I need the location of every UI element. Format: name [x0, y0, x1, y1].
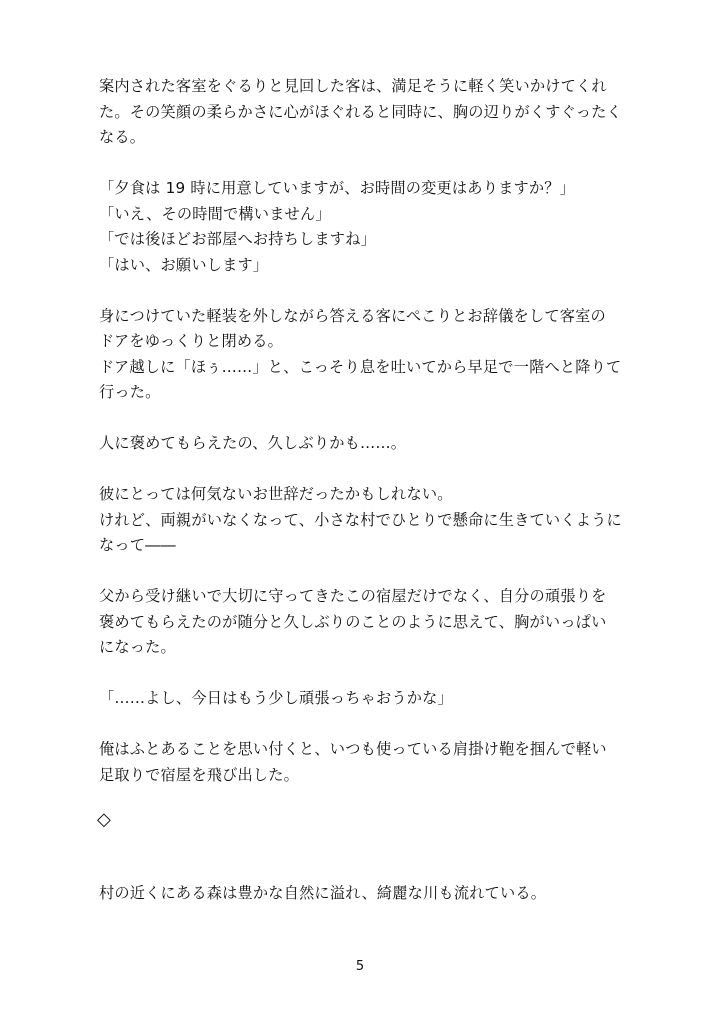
blank-line: [99, 406, 629, 432]
text-line: 彼にとっては何気ないお世辞だったかもしれない。: [99, 485, 453, 503]
blank-line: [99, 661, 629, 687]
text-line: 足取りで宿屋を飛び出した。: [99, 765, 300, 784]
dialogue-line: 「夕食は 19 時に用意していますが、お時間の変更はありますか？」: [99, 179, 576, 197]
text-line: なる。: [99, 128, 146, 146]
text-line: けれど、両親がいなくなって、小さな村でひとりで懸命に生きていくように: [99, 510, 622, 529]
blank-line: [99, 559, 629, 585]
body-text: [99, 74, 629, 788]
blank-line: [99, 712, 629, 738]
page-number: 5: [355, 959, 365, 974]
dialogue-line: 「いえ、その時間で構いません」: [99, 204, 331, 223]
text-line: 褒めてもらえたのが随分と久しぶりのことのように思えて、胸がいっぱい: [99, 612, 607, 631]
text-line: 人に褒めてもらえたの、久しぶりかも……。: [99, 434, 407, 452]
text-line: なって――: [99, 536, 176, 554]
section-break-mark: ◇: [97, 809, 111, 830]
dialogue-line: 「では後ほどお部屋へお持ちしますね」: [99, 230, 376, 248]
text-line: になった。: [99, 638, 176, 656]
blank-line: [99, 457, 629, 483]
text-line: 父から受け継いで大切に守ってきたこの宿屋だけでなく、自分の頑張りを: [99, 587, 607, 605]
text-line: た。その笑顔の柔らかさに心がほぐれると同時に、胸の辺りがくすぐったく: [99, 102, 622, 121]
text-line: 俺はふとあることを思い付くと、いつも使っている肩掛け鞄を掴んで軽い: [99, 740, 607, 758]
dialogue-line: 「はい、お願いします」: [99, 255, 269, 274]
blank-line: [99, 278, 629, 304]
text-line: 行った。: [99, 383, 161, 401]
text-line: ドア越しに「ほぅ……」と、こっそり息を吐いてから早足で一階へと降りて: [99, 357, 622, 376]
blank-line: [99, 151, 629, 177]
text-line: ドアをゆっくりと閉める。: [99, 332, 284, 350]
text-line: 身につけていた軽装を外しながら答える客にぺこりとお辞儀をして客室の: [99, 306, 606, 325]
dialogue-line: 「……よし、今日はもう少し頑張っちゃおうかな」: [99, 689, 453, 707]
text-line: 村の近くにある森は豊かな自然に溢れ、綺麗な川も流れている。: [99, 884, 547, 902]
text-line: 案内された客室をぐるりと見回した客は、満足そうに軽く笑いかけてくれ: [99, 77, 607, 95]
